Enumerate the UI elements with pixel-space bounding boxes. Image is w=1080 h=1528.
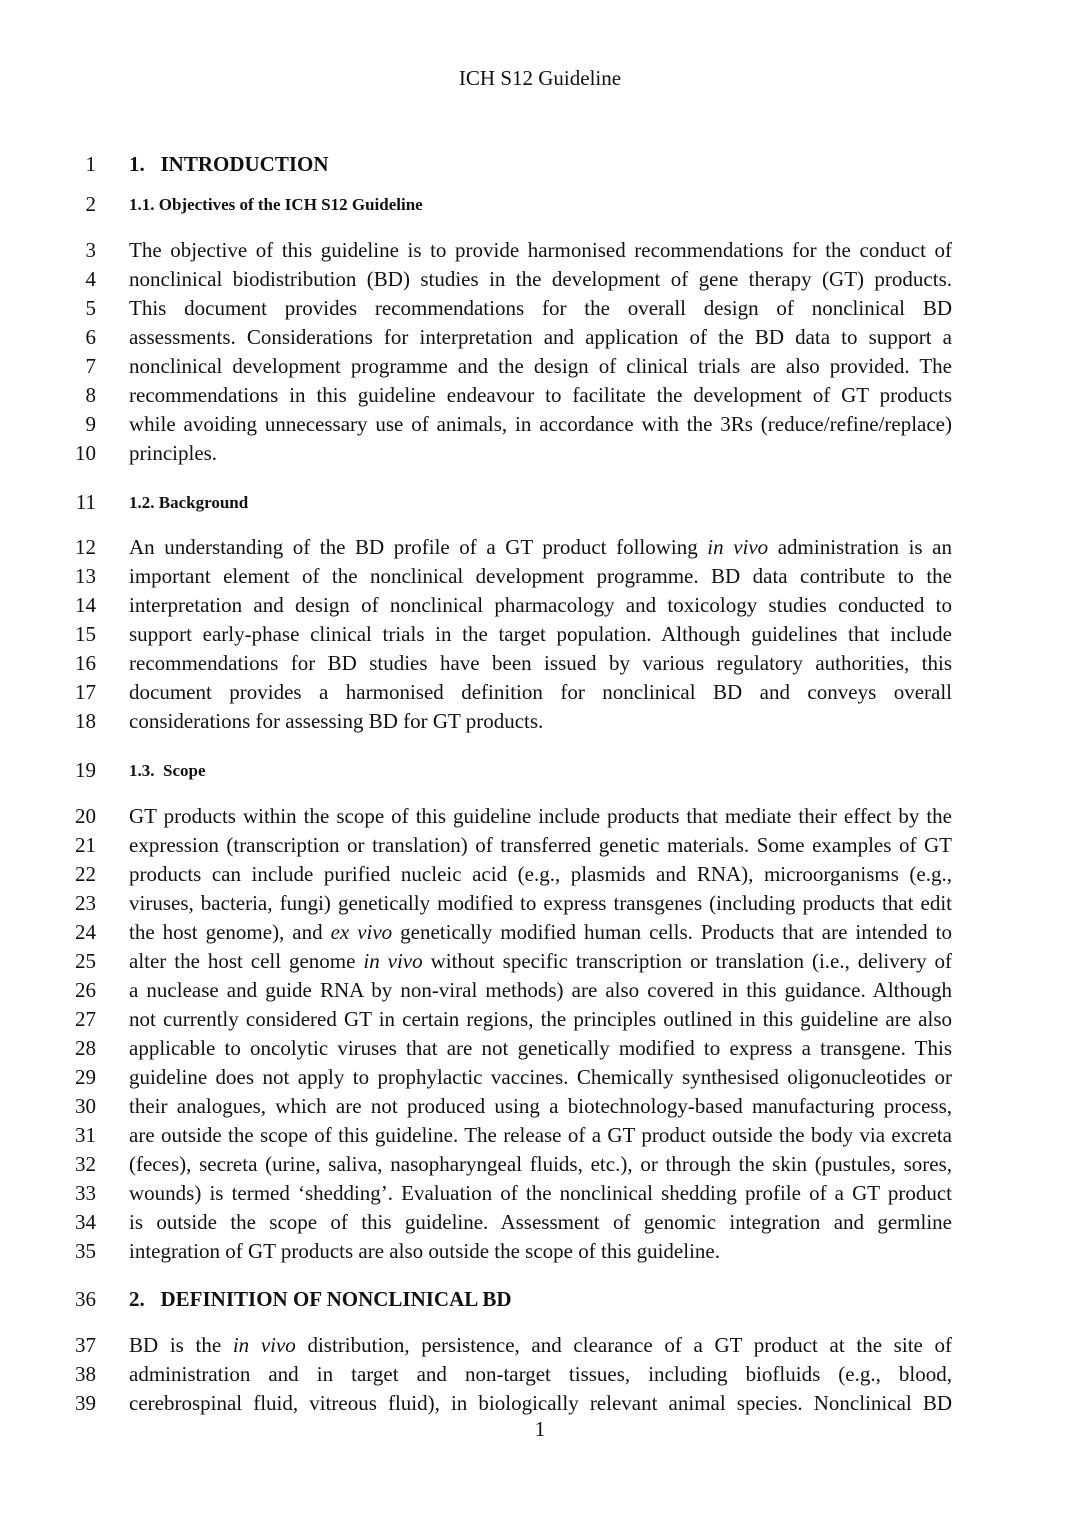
- text-line: [0, 947, 1080, 976]
- paragraph-line: interpretation and design of nonclinical pharmacology and toxicology studies conducted to: [129, 593, 952, 617]
- paragraph-line: BD is the in vivo distribution, persistence, and clearance of a GT product at the site of: [129, 1333, 952, 1357]
- text-line: [0, 649, 1080, 678]
- line-number: 1: [85, 152, 96, 176]
- paragraph-line: principles.: [129, 441, 218, 465]
- paragraph-line: are outside the scope of this guideline. The release of a GT product outside the body via excreta: [129, 1123, 952, 1147]
- text-line: [0, 533, 1080, 562]
- paragraph-line: is outside the scope of this guideline. Assessment of genomic integration and germline: [129, 1210, 952, 1234]
- text-line: [0, 1208, 1080, 1237]
- section-heading: 2. DEFINITION OF NONCLINICAL BD: [129, 1287, 512, 1311]
- text-line: [0, 381, 1080, 410]
- paragraph-line: a nuclease and guide RNA by non-viral methods) are also covered in this guidance. Although: [129, 978, 952, 1002]
- line-number: 37: [75, 1333, 96, 1357]
- paragraph-line: cerebrospinal fluid, vitreous fluid), in biologically relevant animal species. Nonclinical BD: [129, 1391, 952, 1415]
- paragraph-line: alter the host cell genome in vivo without specific transcription or translation (i.e., delivery of: [129, 949, 952, 973]
- text-line: [0, 1150, 1080, 1179]
- line-number: 28: [75, 1036, 96, 1060]
- paragraph-line: the host genome), and ex vivo genetically modified human cells. Products that are intended to: [129, 920, 952, 944]
- line-number: 9: [85, 412, 96, 436]
- paragraph-line: recommendations in this guideline endeavour to facilitate the development of GT products: [129, 383, 952, 407]
- line-number: 13: [75, 564, 96, 588]
- line-number: 33: [75, 1181, 96, 1205]
- line-number: 6: [85, 325, 96, 349]
- text-line: [0, 1092, 1080, 1121]
- text-line: [0, 620, 1080, 649]
- paragraph-line: not currently considered GT in certain regions, the principles outlined in this guideline are also: [129, 1007, 952, 1031]
- line-number: 35: [75, 1239, 96, 1263]
- paragraph-line: This document provides recommendations for the overall design of nonclinical BD: [129, 296, 952, 320]
- text-line: [0, 562, 1080, 591]
- text-line: [0, 1285, 1080, 1314]
- line-number: 23: [75, 891, 96, 915]
- section-heading: 1.2. Background: [129, 493, 249, 512]
- line-number: 31: [75, 1123, 96, 1147]
- text-line: [0, 918, 1080, 947]
- paragraph-line: applicable to oncolytic viruses that are not genetically modified to express a transgene. This: [129, 1036, 952, 1060]
- section-heading: 1. INTRODUCTION: [129, 152, 329, 176]
- paragraph-line: GT products within the scope of this guideline include products that mediate their effect by the: [129, 804, 952, 828]
- text-line: [0, 1179, 1080, 1208]
- paragraph-line: integration of GT products are also outside the scope of this guideline.: [129, 1239, 720, 1263]
- line-number: 25: [75, 949, 96, 973]
- text-line: [0, 831, 1080, 860]
- text-line: [0, 236, 1080, 265]
- text-line: [0, 488, 1080, 517]
- paragraph-line: expression (transcription or translation) of transferred genetic materials. Some examples of GT: [129, 833, 952, 857]
- paragraph-line: while avoiding unnecessary use of animals, in accordance with the 3Rs (reduce/refine/replace): [129, 412, 952, 436]
- section-heading: 1.1. Objectives of the ICH S12 Guideline: [129, 195, 423, 214]
- line-number: 30: [75, 1094, 96, 1118]
- text-line: [0, 678, 1080, 707]
- line-number: 8: [85, 383, 96, 407]
- line-number: 21: [75, 833, 96, 857]
- text-line: [0, 190, 1080, 219]
- line-number: 19: [75, 758, 96, 782]
- text-line: [0, 323, 1080, 352]
- text-line: [0, 802, 1080, 831]
- text-line: [0, 591, 1080, 620]
- text-line: [0, 1034, 1080, 1063]
- paragraph-line: document provides a harmonised definition for nonclinical BD and conveys overall: [129, 680, 952, 704]
- line-number: 10: [75, 441, 96, 465]
- line-number: 22: [75, 862, 96, 886]
- line-number: 14: [75, 593, 96, 617]
- paragraph-line: (feces), secreta (urine, saliva, nasopharyngeal fluids, etc.), or through the skin (pustules, sores,: [129, 1152, 952, 1176]
- line-number: 2: [85, 192, 96, 216]
- paragraph-line: assessments. Considerations for interpretation and application of the BD data to support a: [129, 325, 952, 349]
- line-number: 15: [75, 622, 96, 646]
- paragraph-line: products can include purified nucleic acid (e.g., plasmids and RNA), microorganisms (e.g.,: [129, 862, 952, 886]
- text-line: [0, 860, 1080, 889]
- paragraph-line: nonclinical biodistribution (BD) studies in the development of gene therapy (GT) products.: [129, 267, 952, 291]
- text-line: [0, 1360, 1080, 1389]
- line-number: 5: [85, 296, 96, 320]
- page-number: 1: [534, 1417, 546, 1441]
- line-number: 20: [75, 804, 96, 828]
- paragraph-line: wounds) is termed ‘shedding’. Evaluation of the nonclinical shedding profile of a GT product: [129, 1181, 952, 1205]
- paragraph-line: their analogues, which are not produced using a biotechnology-based manufacturing process,: [129, 1094, 952, 1118]
- text-line: [0, 1005, 1080, 1034]
- line-number: 32: [75, 1152, 96, 1176]
- line-number: 4: [85, 267, 96, 291]
- line-number: 7: [85, 354, 96, 378]
- paragraph-line: An understanding of the BD profile of a GT product following in vivo administration is an: [129, 535, 952, 559]
- text-line: [0, 410, 1080, 439]
- text-line: [0, 265, 1080, 294]
- line-number: 18: [75, 709, 96, 733]
- line-number: 38: [75, 1362, 96, 1386]
- text-line: [0, 294, 1080, 323]
- line-number: 3: [85, 238, 96, 262]
- text-line: [0, 352, 1080, 381]
- paragraph-line: important element of the nonclinical development programme. BD data contribute to the: [129, 564, 952, 588]
- section-heading: 1.3. Scope: [129, 761, 206, 780]
- text-line: [0, 1121, 1080, 1150]
- line-number: 11: [75, 490, 96, 514]
- text-line: [0, 976, 1080, 1005]
- text-line: [0, 707, 1080, 736]
- line-number: 39: [75, 1391, 96, 1415]
- paragraph-line: recommendations for BD studies have been issued by various regulatory authorities, this: [129, 651, 952, 675]
- paragraph-line: The objective of this guideline is to provide harmonised recommendations for the conduct of: [129, 238, 952, 262]
- text-line: [0, 1389, 1080, 1418]
- text-line: [0, 889, 1080, 918]
- line-number: 12: [75, 535, 96, 559]
- line-number: 34: [75, 1210, 96, 1234]
- text-line: [0, 439, 1080, 468]
- line-number: 27: [75, 1007, 96, 1031]
- line-number: 24: [75, 920, 96, 944]
- paragraph-line: viruses, bacteria, fungi) genetically modified to express transgenes (including products that edit: [129, 891, 952, 915]
- text-line: [0, 150, 1080, 179]
- text-line: [0, 1237, 1080, 1266]
- line-number: 17: [75, 680, 96, 704]
- text-line: [0, 1063, 1080, 1092]
- text-line: [0, 756, 1080, 785]
- running-header: ICH S12 Guideline: [458, 66, 622, 90]
- line-number: 36: [75, 1287, 96, 1311]
- paragraph-line: administration and in target and non-target tissues, including biofluids (e.g., blood,: [129, 1362, 952, 1386]
- line-number: 29: [75, 1065, 96, 1089]
- paragraph-line: considerations for assessing BD for GT products.: [129, 709, 544, 733]
- paragraph-line: nonclinical development programme and the design of clinical trials are also provided. The: [129, 354, 952, 378]
- text-line: [0, 1331, 1080, 1360]
- line-number: 26: [75, 978, 96, 1002]
- paragraph-line: guideline does not apply to prophylactic vaccines. Chemically synthesised oligonucleotides or: [129, 1065, 952, 1089]
- paragraph-line: support early-phase clinical trials in the target population. Although guidelines that include: [129, 622, 952, 646]
- line-number: 16: [75, 651, 96, 675]
